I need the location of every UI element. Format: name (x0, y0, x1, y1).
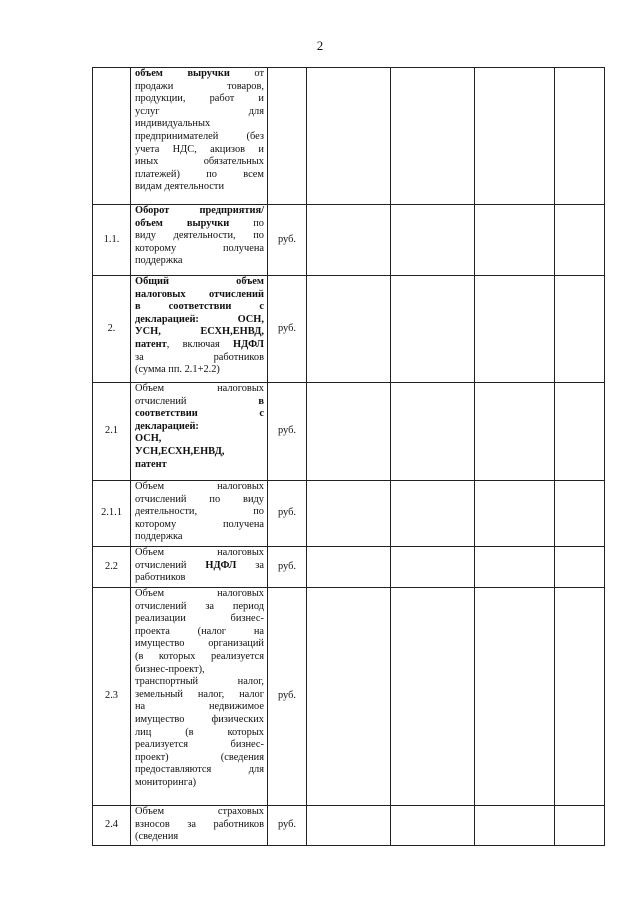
empty-value-cell (555, 205, 605, 276)
description-text: (сумма пп. 2.1+2.2) (135, 364, 220, 376)
description-text: декларацией: (135, 420, 199, 432)
description-line (135, 764, 264, 777)
description-text: НДФЛ (233, 338, 264, 350)
description-text: в соответствии с (135, 301, 264, 313)
description-text: поддержка (135, 255, 183, 267)
description-text: которому получена (135, 242, 264, 254)
table-row (93, 481, 605, 547)
description-text: Объем налоговых (135, 383, 264, 394)
description-line (135, 519, 264, 532)
description-line (135, 276, 264, 289)
description-text: реализации бизнес- (135, 613, 264, 625)
description-line (135, 396, 264, 409)
empty-value-cell (391, 276, 475, 383)
description-text: Объем страховых (135, 806, 264, 817)
empty-value-cell (555, 481, 605, 547)
description-line (135, 481, 264, 494)
empty-value-cell (555, 383, 605, 481)
row-description (131, 547, 268, 588)
description-line (135, 408, 264, 421)
page-number: 2 (316, 38, 324, 53)
table-row (93, 68, 605, 205)
table-row (93, 276, 605, 383)
description-text: на недвижимое (135, 701, 264, 713)
empty-value-cell (307, 481, 391, 547)
row-number: 2.4 (93, 806, 131, 846)
row-unit: руб. (268, 481, 307, 547)
table-row (93, 383, 605, 481)
description-text: платежей) по всем (135, 168, 264, 180)
description-line (135, 181, 264, 194)
description-text: реализуется бизнес- (135, 739, 264, 751)
description-line (135, 547, 264, 560)
description-line (135, 506, 264, 519)
row-number: 1.1. (93, 205, 131, 276)
description-text: которому получена (135, 518, 264, 530)
description-text: отчислений (135, 559, 206, 571)
description-line (135, 169, 264, 182)
description-line (135, 156, 264, 169)
empty-value-cell (307, 547, 391, 588)
empty-value-cell (307, 205, 391, 276)
row-description (131, 481, 268, 547)
description-line (135, 777, 264, 790)
description-text: имущество физических (135, 713, 264, 725)
description-line (135, 81, 264, 94)
description-line (135, 446, 264, 459)
empty-value-cell (475, 547, 555, 588)
description-text: , включая (166, 338, 234, 350)
empty-value-cell (391, 481, 475, 547)
description-text: продажи товаров, (135, 80, 264, 92)
description-text: (сведения (135, 831, 179, 843)
description-line (135, 638, 264, 651)
description-line (135, 433, 264, 446)
empty-value-cell (475, 588, 555, 806)
description-line (135, 701, 264, 714)
description-text: Объем налоговых (135, 588, 264, 599)
row-unit: руб. (268, 276, 307, 383)
empty-value-cell (475, 205, 555, 276)
description-line (135, 243, 264, 256)
description-line (135, 806, 264, 819)
description-line (135, 131, 264, 144)
description-line (135, 289, 264, 302)
description-line (135, 613, 264, 626)
description-text: виду деятельности, по (135, 230, 264, 242)
description-line (135, 218, 264, 231)
row-number: 2. (93, 276, 131, 383)
description-line (135, 752, 264, 765)
row-unit: руб. (268, 588, 307, 806)
empty-value-cell (391, 383, 475, 481)
description-line (135, 676, 264, 689)
description-line (135, 339, 264, 352)
description-text: учета НДС, акцизов и (135, 143, 264, 155)
empty-value-cell (475, 806, 555, 846)
description-text: иных обязательных (135, 156, 264, 168)
empty-value-cell (307, 276, 391, 383)
table-row (93, 205, 605, 276)
row-unit: руб. (268, 383, 307, 481)
empty-value-cell (391, 547, 475, 588)
description-line (135, 831, 264, 844)
description-line (135, 494, 264, 507)
description-line (135, 230, 264, 243)
description-text: патент (135, 338, 167, 350)
description-line (135, 531, 264, 544)
row-description (131, 276, 268, 383)
description-line (135, 601, 264, 614)
description-line (135, 364, 264, 377)
description-text: Оборот предприятия/ (135, 205, 264, 216)
empty-value-cell (555, 547, 605, 588)
row-unit: руб. (268, 205, 307, 276)
description-line (135, 93, 264, 106)
row-number: 2.3 (93, 588, 131, 806)
description-text: от (229, 68, 265, 79)
description-text: услуг для (135, 105, 264, 117)
description-line (135, 689, 264, 702)
description-text: проект) (сведения (135, 751, 264, 763)
empty-value-cell (555, 68, 605, 205)
description-text: соответствии с (135, 408, 264, 420)
row-description (131, 68, 268, 205)
description-line (135, 326, 264, 339)
row-number: 2.1.1 (93, 481, 131, 547)
description-text: индивидуальных (135, 118, 211, 130)
report-table (92, 67, 605, 846)
row-number: 2.1 (93, 383, 131, 481)
description-text: отчислений по виду (135, 493, 264, 505)
description-line (135, 727, 264, 740)
empty-value-cell (307, 68, 391, 205)
empty-value-cell (307, 806, 391, 846)
row-number: 2.2 (93, 547, 131, 588)
description-line (135, 383, 264, 396)
empty-value-cell (475, 68, 555, 205)
description-text: объем выручки (135, 68, 230, 79)
description-line (135, 588, 264, 601)
description-text: (в которых реализуется (135, 650, 264, 662)
description-text: бизнес-проект), (135, 663, 205, 675)
description-text: за работников (135, 351, 264, 363)
description-line (135, 626, 264, 639)
description-line (135, 205, 264, 218)
description-text: мониторинга) (135, 776, 197, 788)
row-description (131, 588, 268, 806)
description-text: объем выручки (135, 217, 230, 229)
description-text: предпринимателей (без (135, 130, 264, 142)
description-line (135, 560, 264, 573)
description-text: взносов за работников (135, 818, 264, 830)
empty-value-cell (391, 205, 475, 276)
description-text: УСН,ЕСХН,ЕНВД, (135, 445, 225, 457)
description-line (135, 664, 264, 677)
description-line (135, 352, 264, 365)
description-text: по (229, 217, 265, 229)
description-text: поддержка (135, 531, 183, 543)
description-text: УСН, ЕСХН,ЕНВД, (135, 326, 264, 338)
description-text: налоговых отчислений (135, 288, 264, 300)
description-line (135, 314, 264, 327)
description-line (135, 68, 264, 81)
empty-value-cell (475, 383, 555, 481)
description-text: транспортный налог, (135, 676, 264, 688)
description-text: в (258, 395, 264, 407)
description-text: патент (135, 458, 167, 470)
row-description (131, 205, 268, 276)
description-text: работников (135, 572, 186, 584)
description-line (135, 572, 264, 585)
empty-value-cell (555, 806, 605, 846)
empty-value-cell (475, 276, 555, 383)
description-line (135, 739, 264, 752)
row-number (93, 68, 131, 205)
empty-value-cell (391, 68, 475, 205)
row-unit: руб. (268, 806, 307, 846)
description-text: земельный налог, налог (135, 688, 264, 700)
empty-value-cell (555, 588, 605, 806)
empty-value-cell (307, 588, 391, 806)
description-line (135, 144, 264, 157)
description-line (135, 106, 264, 119)
description-text: отчислений (135, 395, 259, 407)
description-text: видам деятельности (135, 181, 225, 193)
description-line (135, 301, 264, 314)
empty-value-cell (475, 481, 555, 547)
description-line (135, 714, 264, 727)
description-text: Общий объем (135, 276, 264, 287)
empty-value-cell (307, 383, 391, 481)
description-text: предоставляются для (135, 764, 264, 776)
description-text: имущество организаций (135, 638, 264, 650)
description-line (135, 118, 264, 131)
description-text: проекта (налог на (135, 625, 264, 637)
description-text: НДФЛ (205, 559, 237, 571)
description-text: лиц (в которых (135, 726, 264, 738)
description-line (135, 651, 264, 664)
table-row (93, 588, 605, 806)
description-text: продукции, работ и (135, 93, 264, 105)
table-row (93, 806, 605, 846)
description-text: декларацией: ОСН, (135, 313, 264, 325)
row-unit: руб. (268, 547, 307, 588)
row-unit (268, 68, 307, 205)
description-text: Объем налоговых (135, 481, 264, 492)
description-line (135, 421, 264, 434)
empty-value-cell (391, 806, 475, 846)
description-line (135, 459, 264, 472)
row-description (131, 806, 268, 846)
empty-value-cell (555, 276, 605, 383)
description-text: ОСН, (135, 433, 162, 445)
row-description (131, 383, 268, 481)
description-line (135, 819, 264, 832)
description-line (135, 255, 264, 268)
table-row (93, 547, 605, 588)
empty-value-cell (391, 588, 475, 806)
description-text: Объем налоговых (135, 547, 264, 558)
description-text: за (236, 559, 264, 571)
description-text: деятельности, по (135, 506, 264, 518)
description-text: отчислений за период (135, 600, 264, 612)
